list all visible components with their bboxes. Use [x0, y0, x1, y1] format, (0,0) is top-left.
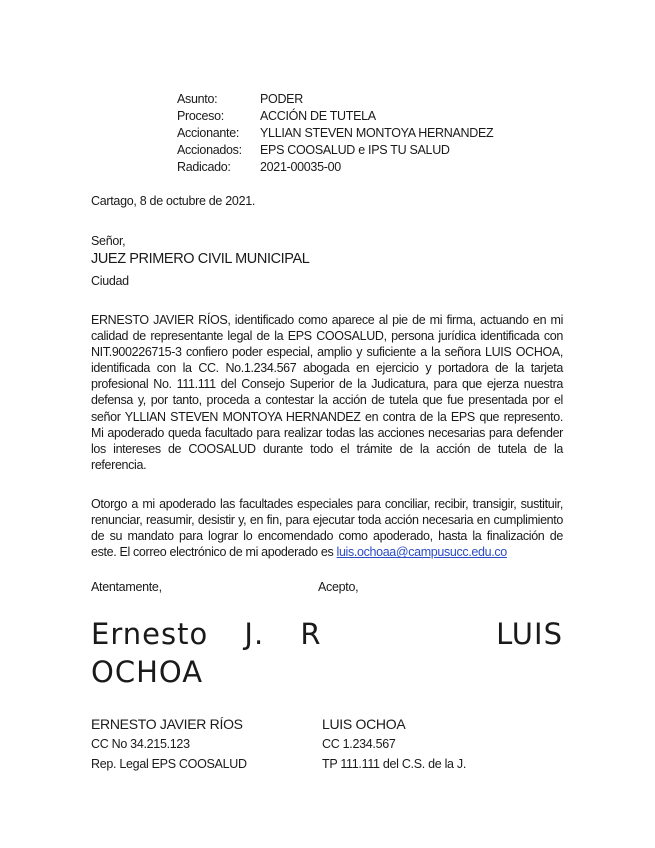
signature-luis: LUIS [496, 617, 563, 651]
header-label: Proceso: [177, 109, 224, 123]
body-paragraph-2 [91, 496, 563, 560]
header-value: ACCIÓN DE TUTELA [260, 109, 376, 123]
addressee-city: Ciudad [91, 274, 129, 288]
signature-row [91, 615, 563, 653]
header-row-asunto [177, 91, 493, 108]
signer-role: TP 111.111 del C.S. de la J. [322, 757, 467, 771]
body-paragraph-1: ERNESTO JAVIER RÍOS, identificado como aparece al pie de mi firma, actuando en mi calidad de representante legal de la EPS COOSALUD, persona jurídica identificada con NIT.900226715-3 confiero poder especial, amplio y suficiente a la señora LUIS OCHOA, identificada con la CC. No.1.234.567 abogada en ejercicio y portadora de la tarjeta profesional No. 111.111 del Consejo Superior de la Judicatura, para que ejerza nuestra defensa y, por tanto, proceda a contestar la acción de tutela que fue presentada por el señor YLLIAN STEVEN MONTOYA HERNANDEZ en contra de la EPS que represento. Mi apoderado queda facultado para realizar todas las acciones necesarias para defender los intereses de COOSALUD durante todo el trámite de la acción de tutela de la referencia. [91, 313, 563, 472]
case-header [177, 91, 493, 176]
header-row-accionados [177, 142, 493, 159]
signer-role: Rep. Legal EPS COOSALUD [91, 757, 247, 771]
signer-id: CC No 34.215.123 [91, 737, 190, 751]
header-row-accionante [177, 125, 493, 142]
header-value: YLLIAN STEVEN MONTOYA HERNANDEZ [260, 126, 494, 140]
salutation: Señor, [91, 234, 126, 248]
addressee-name: JUEZ PRIMERO CIVIL MUNICIPAL [91, 251, 310, 267]
header-row-proceso [177, 108, 493, 125]
header-label: Accionados: [177, 143, 242, 157]
signer-name: LUIS OCHOA [322, 716, 406, 732]
header-value: PODER [260, 92, 303, 106]
signer-name: ERNESTO JAVIER RÍOS [91, 716, 243, 732]
signature-block-left [91, 714, 247, 774]
email-link[interactable]: luis.ochoaa@campusucc.edu.co [336, 545, 507, 560]
signature-block-right [322, 714, 466, 774]
header-value: EPS COOSALUD e IPS TU SALUD [260, 143, 450, 157]
date-line: Cartago, 8 de octubre de 2021. [91, 194, 256, 208]
signature-ernesto: Ernesto J. R [91, 617, 322, 651]
closing-right: Acepto, [318, 580, 359, 594]
header-value: 2021-00035-00 [260, 160, 341, 174]
signer-id: CC 1.234.567 [322, 737, 396, 751]
paragraph-2-text: Otorgo a mi apoderado las facultades especiales para conciliar, recibir, transigir, sustituir, renunciar, reasumir, desistir y, en fin, para ejecutar toda acción necesaria en cumplimiento de su mandato para lograr lo encomendado como apoderado, hasta la finalización de este. El correo electrónico de mi apoderado es [91, 497, 563, 560]
closing-left: Atentamente, [91, 580, 162, 594]
header-row-radicado [177, 159, 493, 176]
handwritten-signatures [91, 615, 563, 691]
header-label: Radicado: [177, 160, 231, 174]
header-label: Asunto: [177, 92, 218, 106]
header-label: Accionante: [177, 126, 240, 140]
signature-ochoa: OCHOA [91, 655, 204, 689]
